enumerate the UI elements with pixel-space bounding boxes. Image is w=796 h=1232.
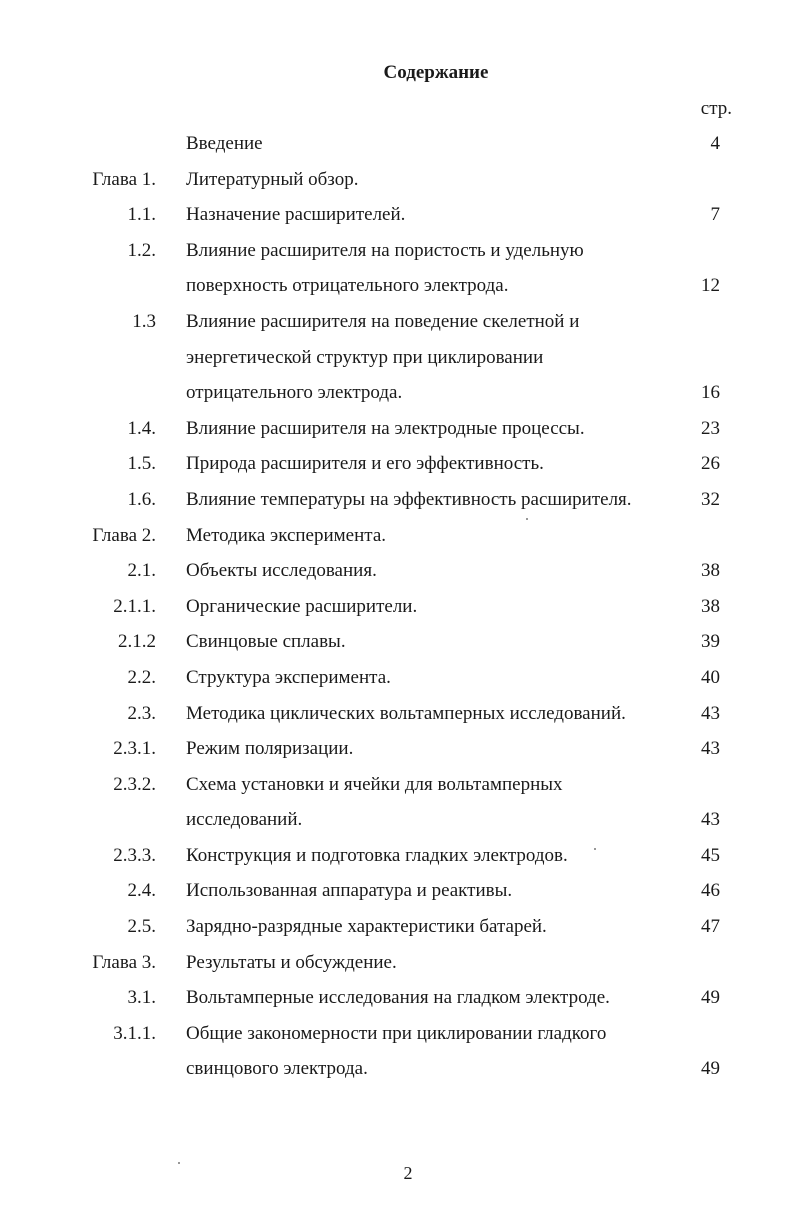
toc-entry [0,553,796,589]
toc-entry-number: 2.5. [127,916,156,938]
toc-entry-page: 39 [701,631,720,653]
toc-entry-title: Свинцовые сплавы. [186,631,346,653]
page-title: Содержание [383,62,489,83]
toc-entry-number: 2.3.2. [113,773,156,795]
toc-entry-page: 49 [701,1058,720,1080]
toc-entry-title: Зарядно-разрядные характеристики батарей. [186,916,547,938]
toc-entry-page: 32 [701,488,720,510]
toc-entry-page: 38 [701,595,720,617]
toc-entry-title: исследований. [186,809,303,831]
toc-entry-number: Глава 2. [92,524,156,546]
page-number: 2 [403,1163,413,1183]
toc-entry-number: 1.4. [127,417,156,439]
toc-entry-page: 43 [701,738,720,760]
toc-entry-page: 38 [701,560,720,582]
toc-entry-page: 26 [701,453,720,475]
toc-entry [0,909,796,945]
toc-entry-title: Методика эксперимента. [186,524,387,546]
toc-entry-title: Влияние расширителя на пористость и удельную [186,239,584,261]
toc-entry-title: Органические расширители. [186,595,418,617]
toc-entry [0,375,796,411]
toc-entry-page: 12 [701,275,720,297]
toc-entry [0,589,796,625]
toc-entry [0,731,796,767]
toc-entry-number: 2.1. [127,560,156,582]
toc-entry-title: Методика циклических вольтамперных исследований. [186,702,626,724]
table-of-contents [0,126,796,1087]
toc-entry-title: Структура эксперимента. [186,666,391,688]
toc-entry-number: 2.3. [127,702,156,724]
toc-entry-title: Общие закономерности при циклировании гладкого [186,1022,607,1044]
toc-entry-page: 40 [701,666,720,688]
toc-entry [0,945,796,981]
toc-entry-title: поверхность отрицательного электрода. [186,275,509,297]
toc-entry-page: 43 [701,702,720,724]
toc-entry [0,1016,796,1052]
toc-entry-page: 23 [701,417,720,439]
toc-entry [0,197,796,233]
toc-entry [0,624,796,660]
toc-entry-page: 4 [710,133,720,154]
toc-entry [0,162,796,198]
toc-entry-title: свинцового электрода. [186,1058,368,1080]
toc-entry [0,304,796,340]
toc-entry-page: 45 [701,844,720,866]
page-column-label: стр. [700,98,732,119]
toc-entry [0,767,796,803]
toc-entry-title: Влияние температуры на эффективность расширителя. [186,488,632,510]
toc-entry [0,518,796,554]
toc-entry [0,802,796,838]
scan-speck [594,848,596,850]
toc-entry-page: 49 [701,987,720,1009]
toc-entry-title: Режим поляризации. [186,738,354,760]
toc-entry [0,446,796,482]
toc-entry-number: 2.1.1. [113,595,156,617]
toc-entry-page: 7 [710,204,720,226]
toc-entry-title: Результаты и обсуждение. [186,951,397,973]
toc-entry-number: 2.4. [127,880,156,902]
toc-entry [0,268,796,304]
toc-entry-title: Использованная аппаратура и реактивы. [186,880,513,902]
toc-entry [0,411,796,447]
toc-entry [0,340,796,376]
toc-entry-number: 1.3 [132,310,156,332]
toc-entry-title: Схема установки и ячейки для вольтамперных [186,773,563,795]
toc-entry [0,980,796,1016]
toc-entry-title: Литературный обзор. [186,168,359,190]
toc-entry-number: 2.1.2 [118,631,156,653]
scan-speck [178,1162,180,1164]
toc-entry-title: Природа расширителя и его эффективность. [186,453,544,475]
toc-entry-number: 1.6. [127,488,156,510]
toc-entry-title: Назначение расширителей. [186,204,406,226]
toc-entry-title: Конструкция и подготовка гладких электродов. [186,844,568,866]
toc-entry-number: Глава 1. [92,168,156,190]
toc-entry-title: Вольтамперные исследования на гладком электроде. [186,987,610,1009]
toc-entry-title: отрицательного электрода. [186,382,403,404]
toc-entry-title: Влияние расширителя на электродные процессы. [186,417,585,439]
toc-entry-title: Влияние расширителя на поведение скелетной и [186,310,580,332]
toc-entry [0,126,796,162]
toc-entry [0,660,796,696]
toc-entry-page: 46 [701,880,720,902]
scan-speck [526,518,528,520]
toc-entry [0,482,796,518]
toc-entry-title: Объекты исследования. [186,560,377,582]
toc-entry-number: Глава 3. [92,951,156,973]
toc-entry-number: 2.3.3. [113,844,156,866]
toc-entry-page: 47 [701,916,720,938]
toc-entry-number: 3.1. [127,987,156,1009]
toc-entry-number: 1.2. [127,239,156,261]
toc-entry-number: 1.1. [127,204,156,226]
toc-entry [0,696,796,732]
toc-entry [0,1051,796,1087]
toc-entry-number: 2.2. [127,666,156,688]
toc-entry [0,233,796,269]
toc-entry-number: 3.1.1. [113,1022,156,1044]
toc-entry-number: 1.5. [127,453,156,475]
toc-entry-page: 16 [701,382,720,404]
toc-entry-number: 2.3.1. [113,738,156,760]
toc-entry [0,838,796,874]
toc-entry-title: энергетической структур при циклировании [186,346,544,368]
toc-entry-title: Введение [186,133,263,154]
toc-entry-page: 43 [701,809,720,831]
toc-entry [0,873,796,909]
